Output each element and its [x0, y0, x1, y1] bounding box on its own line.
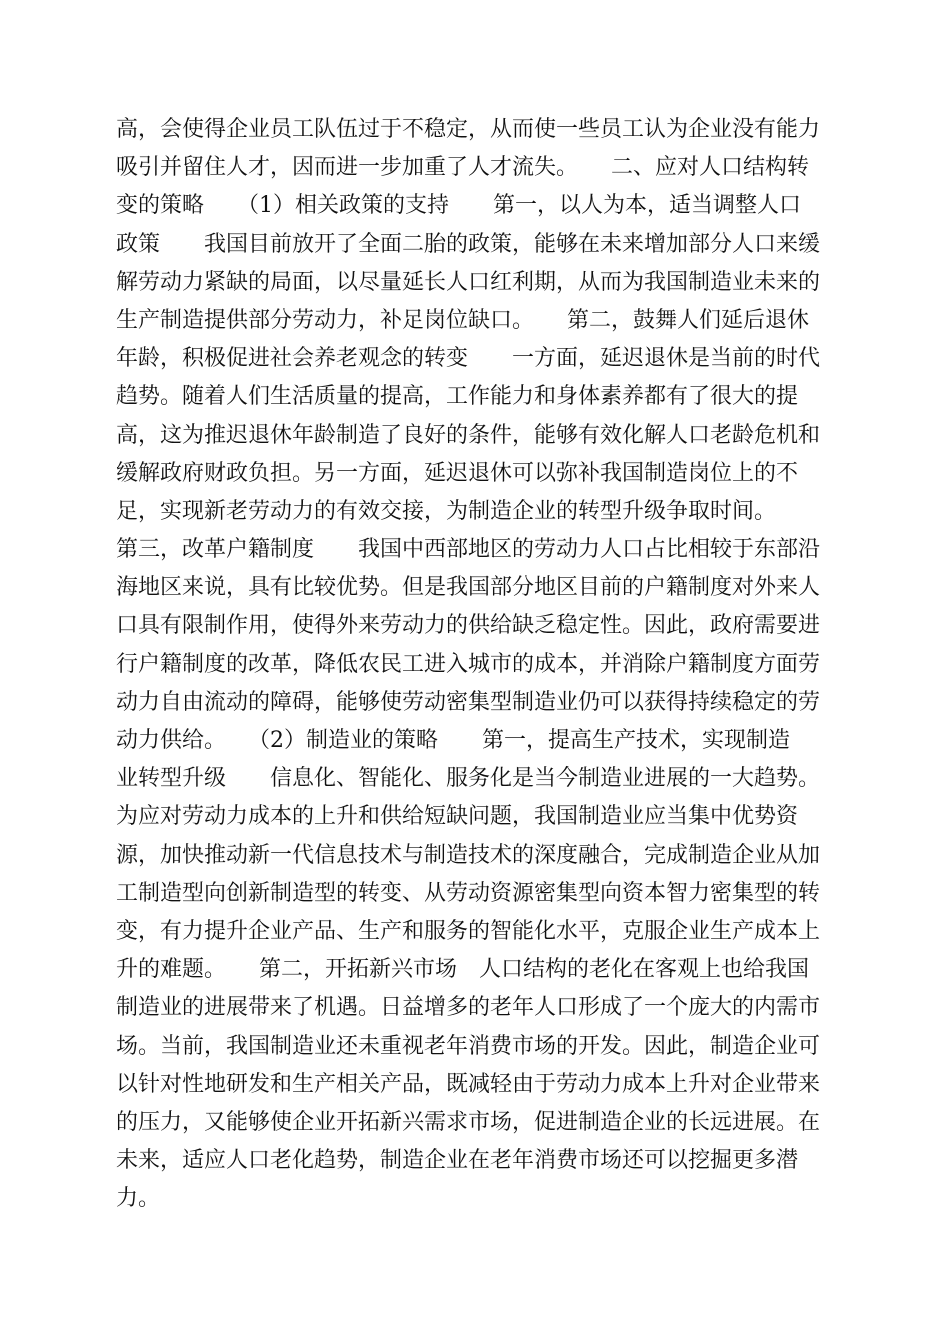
text-line: 变，有力提升企业产品、生产和服务的智能化水平，克服企业生产成本上: [116, 918, 821, 944]
text-line: 动力供给。 （2）制造业的策略 第一，提高生产技术，实现制造: [116, 728, 790, 753]
text-line: 趋势。随着人们生活质量的提高，工作能力和身体素养都有了很大的提: [116, 384, 799, 410]
text-line: 源，加快推动新一代信息技术与制造技术的深度融合，完成制造企业从加: [116, 842, 821, 868]
text-line: 力。: [116, 1186, 161, 1212]
text-line: 足，实现新老劳动力的有效交接，为制造企业的转型升级争取时间。: [116, 498, 777, 524]
text-line: 吸引并留住人才，因而进一步加重了人才流失。 二、应对人口结构转: [116, 155, 810, 181]
text-line: 升的难题。 第二，开拓新兴市场 人口结构的老化在客观上也给我国: [116, 957, 810, 983]
text-line: 缓解政府财政负担。另一方面，延迟退休可以弥补我国制造岗位上的不: [116, 460, 799, 486]
body-text: [116, 111, 846, 1218]
text-line: 为应对劳动力成本的上升和供给短缺问题，我国制造业应当集中优势资: [116, 804, 799, 830]
text-line: 变的策略 （1）相关政策的支持 第一，以人为本，适当调整人口: [116, 193, 801, 219]
text-line: 口具有限制作用，使得外来劳动力的供给缺乏稳定性。因此，政府需要进: [116, 613, 821, 639]
text-line: 海地区来说，具有比较优势。但是我国部分地区目前的户籍制度对外来人: [116, 575, 821, 601]
text-line: 行户籍制度的改革，降低农民工进入城市的成本，并消除户籍制度方面劳: [116, 651, 821, 677]
text-line: 业转型升级 信息化、智能化、服务化是当今制造业进展的一大趋势。: [116, 766, 821, 792]
text-line: 动力自由流动的障碍，能够使劳动密集型制造业仍可以获得持续稳定的劳: [116, 689, 821, 715]
text-line: 生产制造提供部分劳动力，补足岗位缺口。 第二，鼓舞人们延后退休: [116, 307, 810, 333]
text-line: 高，这为推迟退休年龄制造了良好的条件，能够有效化解人口老龄危机和: [116, 422, 821, 448]
text-line: 制造业的进展带来了机遇。日益增多的老年人口形成了一个庞大的内需市: [116, 995, 821, 1021]
text-line: 年龄，积极促进社会养老观念的转变 一方面，延迟退休是当前的时代: [116, 346, 821, 372]
text-line: 高，会使得企业员工队伍过于不稳定，从而使一些员工认为企业没有能力: [116, 117, 821, 142]
text-line: 政策 我国目前放开了全面二胎的政策，能够在未来增加部分人口来缓: [116, 231, 821, 257]
text-line: 以针对性地研发和生产相关产品，既减轻由于劳动力成本上升对企业带来: [116, 1071, 821, 1097]
text-line: 场。当前，我国制造业还未重视老年消费市场的开发。因此，制造企业可: [116, 1033, 821, 1059]
text-line: 解劳动力紧缺的局面，以尽量延长人口红利期，从而为我国制造业未来的: [116, 269, 821, 295]
text-line: 第三，改革户籍制度 我国中西部地区的劳动力人口占比相较于东部沿: [116, 537, 821, 563]
text-line: 未来，适应人口老化趋势，制造企业在老年消费市场还可以挖掘更多潜: [116, 1148, 799, 1174]
text-line: 的压力，又能够使企业开拓新兴需求市场，促进制造企业的长远进展。在: [116, 1109, 821, 1135]
text-line: 工制造型向创新制造型的转变、从劳动资源密集型向资本智力密集型的转: [116, 880, 821, 906]
